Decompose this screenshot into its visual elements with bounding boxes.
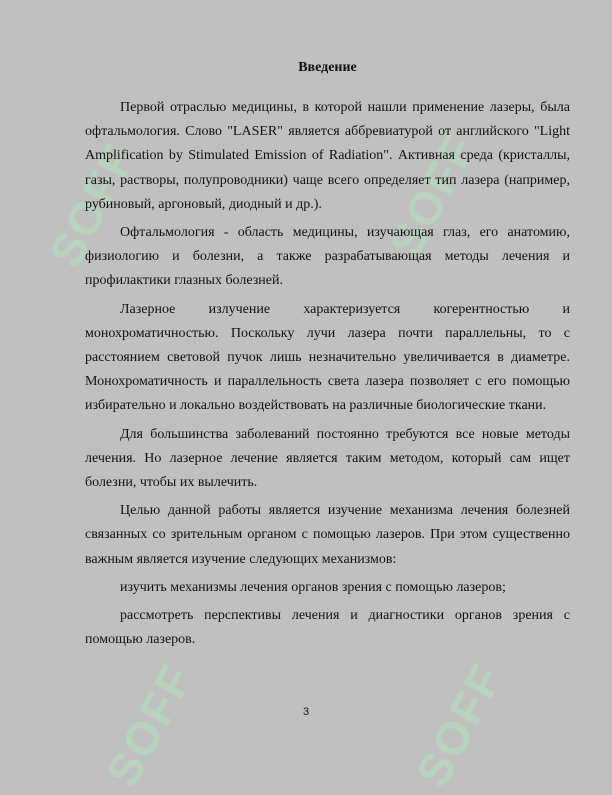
document-body — [85, 58, 570, 656]
task-item-1: изучить механизмы лечения органов зрения с помощью лазеров; — [120, 579, 506, 595]
paragraph-ophthalmology: Офтальмология - область медицины, изучающая глаз, его анатомию, физиологию и болезни, а также разрабатывающая методы лечения и профилактики глазных болезней. — [85, 225, 570, 289]
paragraph-goal: Целью данной работы является изучение механизма лечения болезней связанных со зрительным органом с помощью лазеров. При этом существенно важным является изучение следующих механизмов: — [85, 503, 570, 567]
watermark-top-left: SOFF — [38, 135, 147, 275]
paragraph-intro: Первой отраслью медицины, в которой нашли применение лазеры, была офтальмология. Слово "LASER" является аббревиатурой от английского "Light Amplification by Stimulated Emission of Radiation". Активная среда (кристаллы, газы, растворы, полупроводники) чаще всего определяет тип лазера (например, рубиновый, аргоновый, диодный и др.). — [85, 100, 570, 212]
section-title: Введение — [298, 60, 357, 75]
watermark-bottom-left: SOFF — [95, 655, 204, 795]
watermark-top-right: SOFF — [378, 125, 487, 265]
page-number: 3 — [302, 706, 310, 718]
task-item-2: рассмотреть перспективы лечения и диагностики органов зрения с помощью лазеров. — [85, 608, 570, 648]
paragraph-treatment: Для большинства заболеваний постоянно требуются все новые методы лечения. Но лазерное лечение является таким методом, который сам ищет болезни, чтобы их вылечить. — [85, 426, 570, 491]
paragraph-laser-radiation: Лазерное излучение характеризуется когерентностью и монохроматичностью. Поскольку лучи лазера почти параллельны, то с расстоянием световой пучок лишь незначительно увеличивается в диаметре. Монохроматичность и параллельность света лазера позволяет с его помощью избирательно и локально воздействовать на различные биологические ткани. — [85, 301, 570, 414]
watermark-bottom-right: SOFF — [405, 655, 514, 795]
